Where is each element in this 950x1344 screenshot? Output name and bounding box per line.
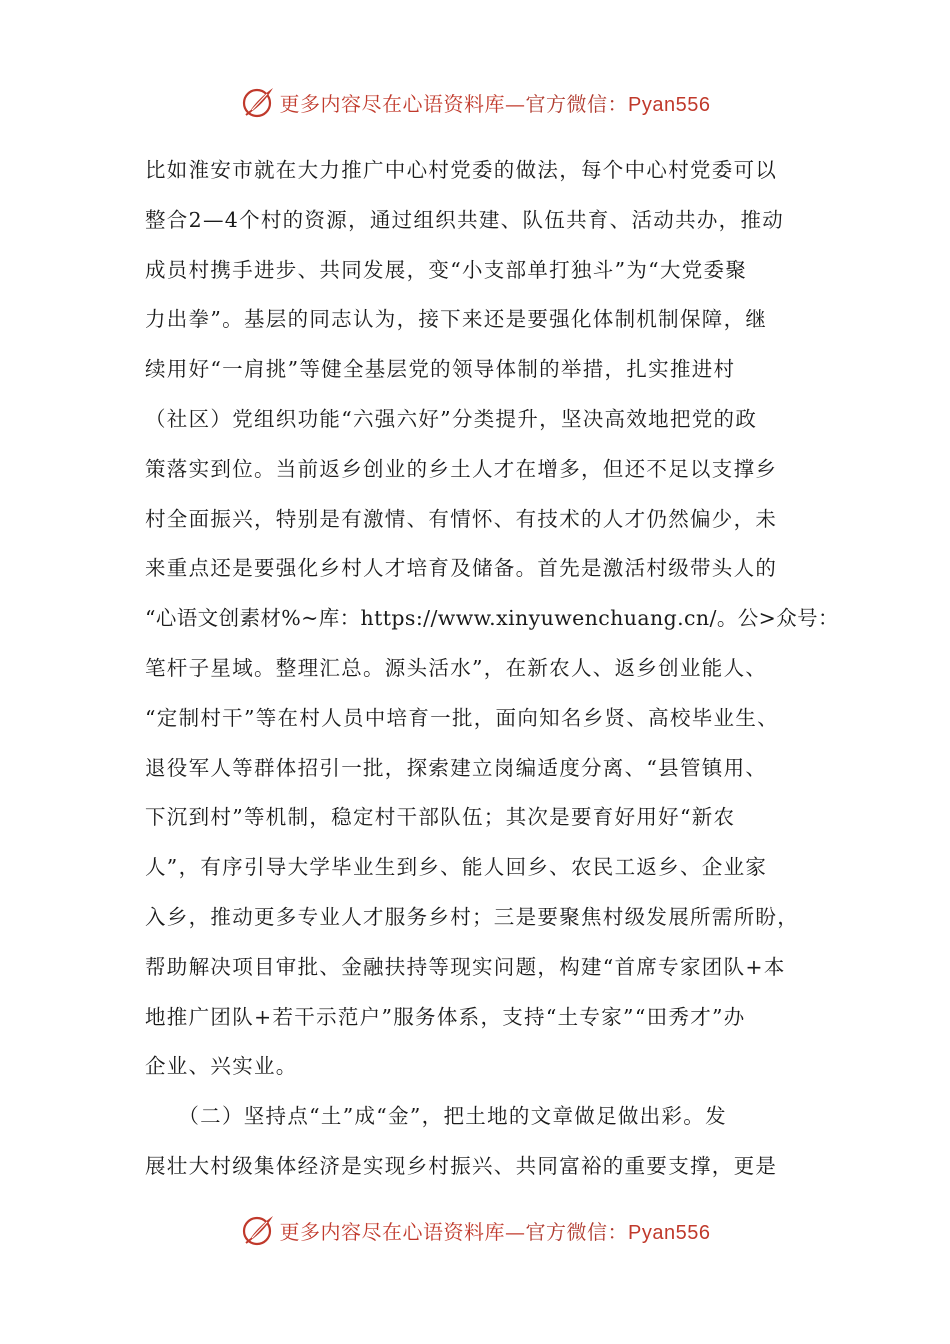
footer-main-text: 更多内容尽在心语资料库 [279,1219,506,1244]
body-line: 企业、兴实业。 [145,1054,298,1079]
body-line: 下沉到村”等机制，稳定村干部队伍；其次是要育好用好“新农 [145,805,736,830]
body-line: 帮助解决项目审批、金融扶持等现实问题，构建“首席专家团队+本 [145,954,786,979]
body-line: 策落实到位。当前返乡创业的乡土人才在增多，但还不足以支撑乡 [145,456,778,481]
body-line: 展壮大村级集体经济是实现乡村振兴、共同富裕的重要支撑，更是 [145,1153,778,1178]
header-sub-text: 官方微信： [525,91,629,116]
body-line: 比如淮安市就在大力推广中心村党委的做法，每个中心村党委可以 [145,158,778,182]
header-banner [0,80,950,124]
body-line: 地推广团队+若干示范户”服务体系，支持“土专家”“田秀才”办 [145,1004,746,1029]
header-wechat-handle: Pyan556 [628,93,711,116]
body-line: 村全面振兴，特别是有激情、有情怀、有技术的人才仍然偏少，未 [145,506,778,531]
footer-dash: — [505,1219,526,1244]
header-dash: — [505,91,526,116]
section-heading-line: （二）坚持点“土”成“金”，把土地的文章做足做出彩。发 [145,1104,727,1129]
header-text [280,88,711,117]
footer-text [280,1216,711,1245]
header-main-text: 更多内容尽在心语资料库 [279,91,506,116]
body-line: （社区）党组织功能“六强六好”分类提升，坚决高效地把党的政 [145,406,758,431]
body-line: 人”，有序引导大学毕业生到乡、能人回乡、农民工返乡、企业家 [145,855,768,880]
footer-banner [0,1208,950,1252]
body-line: 入乡，推动更多专业人才服务乡村；三是要聚焦村级发展所需所盼， [145,904,799,929]
body-line: 续用好“一肩挑”等健全基层党的领导体制的举措，扎实推进村 [145,357,736,382]
document-body [145,146,839,1192]
quill-logo-icon [240,84,276,120]
body-line: 整合2—4个村的资源，通过组织共建、队伍共育、活动共办，推动 [145,207,785,232]
body-line: 退役军人等群体招引一批，探索建立岗编适度分离、“县管镇用、 [145,755,768,780]
body-line: “定制村干”等在村人员中培育一批，面向知名乡贤、高校毕业生、 [145,705,779,730]
body-line: 笔杆子星域。整理汇总。源头活水”，在新农人、返乡创业能人、 [145,655,768,680]
body-line: 成员村携手进步、共同发展，变“小支部单打独斗”为“大党委聚 [145,257,748,282]
footer-sub-text: 官方微信： [525,1219,629,1244]
body-line: 来重点还是要强化乡村人才培育及储备。首先是激活村级带头人的 [145,556,778,581]
body-line: 力出拳”。基层的同志认为，接下来还是要强化体制机制保障，继 [145,307,768,332]
body-line-url: “心语文创素材%~库：https://www.xinyuwenchuang.cn/。公>众号： [145,606,839,631]
footer-wechat-handle: Pyan556 [628,1221,711,1244]
quill-logo-icon [240,1212,276,1248]
